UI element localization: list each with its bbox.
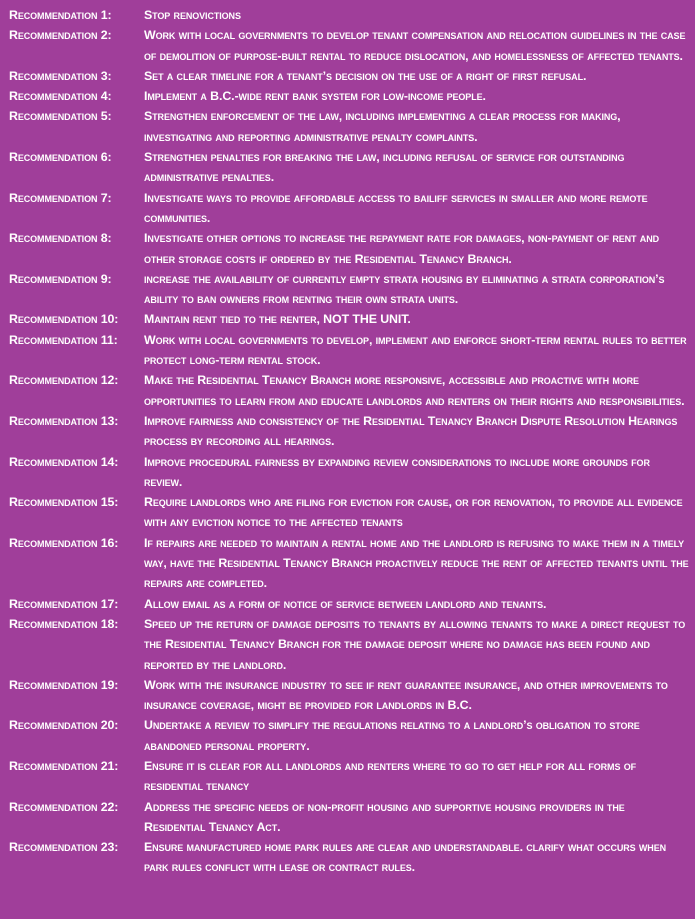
- recommendation-label: Recommendation 3:: [9, 68, 112, 83]
- recommendation-label: Recommendation 20:: [9, 718, 119, 733]
- recommendation-text: Investigate ways to provide affordable access to bailiff services in smaller and more remote communities.: [144, 190, 648, 225]
- recommendation-label: Recommendation 22:: [9, 799, 119, 814]
- recommendation-text: increase the availability of currently empty strata housing by eliminating a strata corporation’s ability to ban owners from renting their own strata units.: [144, 271, 665, 307]
- recommendation-7: [0, 188, 695, 229]
- recommendation-10: [0, 309, 695, 329]
- recommendation-text: Make the Residential Tenancy Branch more responsive, accessible and proactive with more opportunities to learn from and educate landlords and renters on their rights and responsibilities.: [144, 373, 685, 408]
- recommendation-text: Allow email as a form of notice of service between landlord and tenants.: [144, 596, 547, 611]
- recommendation-text: Investigate other options to increase the repayment rate for damages, non-payment of rent and other storage costs if ordered by the Residential Tenancy Branch.: [144, 231, 659, 266]
- recommendation-text: If repairs are needed to maintain a rental home and the landlord is refusing to make them in a timely way, have the Residential Tenancy Branch proactively reduce the rent of affected tenants until the repairs are completed.: [144, 535, 689, 591]
- recommendation-5: [0, 106, 695, 147]
- recommendation-label: Recommendation 13:: [9, 413, 119, 428]
- recommendation-label: Recommendation 4:: [9, 89, 112, 104]
- recommendation-14: [0, 452, 695, 493]
- recommendation-18: [0, 614, 695, 675]
- recommendation-label: Recommendation 12:: [9, 373, 119, 388]
- recommendation-text: Work with local governments to develop tenant compensation and relocation guidelines in the case of demolition of purpose-built rental to reduce dislocation, and homelessness of affected tenants.: [144, 28, 686, 63]
- recommendation-label: Recommendation 15:: [9, 495, 119, 510]
- recommendation-label: Recommendation 11:: [9, 332, 118, 347]
- recommendation-text: Strengthen penalties for breaking the law, including refusal of service for outstanding administrative penalties.: [144, 150, 625, 185]
- recommendation-label: Recommendation 10:: [9, 312, 119, 327]
- recommendation-text: Work with local governments to develop, implement and enforce short-term rental rules to better protect long-term rental stock.: [144, 332, 687, 368]
- recommendation-label: Recommendation 5:: [9, 109, 112, 124]
- recommendation-9: [0, 269, 695, 310]
- recommendation-2: [0, 25, 695, 66]
- recommendation-text: Ensure manufactured home park rules are clear and understandable. clarify what occurs when park rules conflict with lease or contract rules.: [144, 840, 667, 875]
- recommendation-17: [0, 594, 695, 614]
- recommendation-11: [0, 330, 695, 371]
- recommendation-text: Undertake a review to simplify the regulations relating to a landlord’s obligation to store abandoned personal property.: [144, 718, 640, 753]
- recommendation-label: Recommendation 23:: [9, 840, 119, 855]
- recommendation-text: Implement a B.C.-wide rent bank system for low-income people.: [144, 89, 486, 104]
- recommendation-text: Ensure it is clear for all landlords and renters where to go to get help for all forms of residential tenancy: [144, 758, 636, 794]
- recommendation-text: Set a clear timeline for a tenant’s decision on the use of a right of first refusal.: [144, 68, 587, 83]
- recommendation-label: Recommendation 14:: [9, 454, 119, 469]
- recommendation-13: [0, 411, 695, 452]
- recommendation-label: Recommendation 9:: [9, 271, 112, 286]
- recommendation-16: [0, 533, 695, 594]
- recommendation-text: Strengthen enforcement of the law, including implementing a clear process for making, investigating and reporting administrative penalty complaints.: [144, 109, 621, 144]
- recommendation-text: Improve procedural fairness by expanding review considerations to include more grounds for review.: [144, 454, 650, 489]
- recommendation-text: Maintain rent tied to the renter, NOT THE UNIT.: [144, 312, 411, 327]
- recommendation-label: Recommendation 8:: [9, 231, 112, 246]
- recommendation-label: Recommendation 18:: [9, 616, 119, 631]
- recommendation-4: [0, 86, 695, 106]
- recommendation-22: [0, 797, 695, 838]
- recommendation-text: Require landlords who are filing for eviction for cause, or for renovation, to provide all evidence with any eviction notice to the affected tenants: [144, 495, 683, 530]
- recommendation-15: [0, 492, 695, 533]
- recommendation-label: Recommendation 21:: [9, 758, 119, 773]
- recommendation-label: Recommendation 7:: [9, 190, 112, 205]
- recommendation-label: Recommendation 2:: [9, 28, 112, 43]
- recommendation-1: [0, 5, 695, 25]
- recommendation-label: Recommendation 17:: [9, 596, 119, 611]
- recommendation-12: [0, 370, 695, 411]
- recommendation-23: [0, 837, 695, 878]
- recommendation-6: [0, 147, 695, 188]
- recommendation-text: Stop renovictions: [144, 8, 241, 22]
- recommendation-20: [0, 715, 695, 756]
- recommendation-label: Recommendation 16:: [9, 535, 119, 550]
- recommendation-text: Improve fairness and consistency of the Residential Tenancy Branch Dispute Resolution Hearings process by recording all hearings.: [144, 413, 678, 449]
- recommendation-19: [0, 675, 695, 716]
- recommendation-label: Recommendation 19:: [9, 677, 119, 692]
- recommendation-21: [0, 756, 695, 797]
- recommendation-8: [0, 228, 695, 269]
- recommendation-text: Address the specific needs of non-profit housing and supportive housing providers in the Residential Tenancy Act.: [144, 799, 625, 834]
- recommendation-label: Recommendation 1:: [9, 8, 112, 22]
- recommendation-text: Work with the insurance industry to see if rent guarantee insurance, and other improvements to insurance coverage, might be provided for landlords in B.C.: [144, 677, 668, 713]
- recommendation-text: Speed up the return of damage deposits to tenants by allowing tenants to make a direct request to the Residential Tenancy Branch for the damage deposit where no damage has been found and reported by the landlord.: [144, 616, 686, 672]
- recommendation-label: Recommendation 6:: [9, 150, 112, 165]
- recommendation-3: [0, 66, 695, 86]
